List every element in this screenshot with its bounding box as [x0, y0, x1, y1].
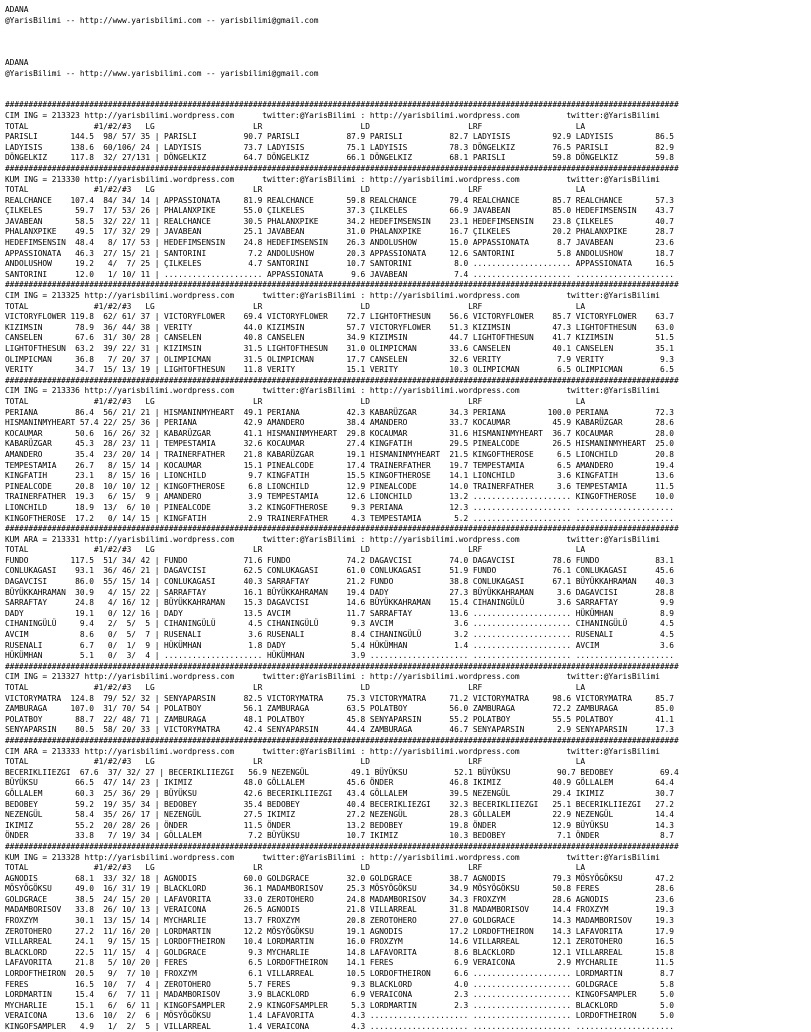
- horse-row: SENYAPARSIN 80.5 58/ 20/ 33 | VICTORYMATRA 42.4 SENYAPARSIN 44.4 ZAMBURAGA 46.7 SENYAPARSIN 2.9 SENYAPARSIN 17.3: [5, 724, 674, 735]
- blank-line: [5, 78, 784, 89]
- section-divider: ################################################################################################################################################: [5, 523, 679, 534]
- horse-row: FROXZYM 30.1 13/ 15/ 14 | MYCHARLIE 13.7 FROXZYM 20.8 ZEROTOHERO 27.0 GOLDGRACE 14.3 MADAMBORISOV 19.3: [5, 915, 674, 926]
- blank-line: [5, 25, 784, 36]
- horse-row: VERAICONA 13.6 10/ 2/ 6 | MÖSYÖGÖKSU 1.4 LAFAVORITA 4.3 ..................... ..................... LORDOFTHEIRON 5.0: [5, 1010, 674, 1021]
- horse-row: HÜKÜMHAN 5.1 0/ 3/ 4 | ..................... HÜKÜMHAN 3.9 ..................... ..................... .....................: [5, 650, 674, 661]
- horse-row: BEDOBEY 59.2 19/ 35/ 34 | BEDOBEY 35.4 BEDOBEY 40.4 BECERIKLIEZGI 32.3 BECERIKLIIEZGI 25.1 BECERIKLIIEZGI 27.2: [5, 798, 674, 809]
- horse-row: IKIMIZ 55.2 20/ 28/ 26 | ÖNDER 11.5 ÖNDER 13.2 BEDOBEY 19.8 ÖNDER 12.9 BÜYÜKSU 14.3: [5, 819, 674, 830]
- horse-row: LIGHTOFTHESUN 63.2 39/ 22/ 31 | KIZIMSIN 31.5 LIGHTOFTHESUN 31.0 OLIMPICMAN 33.6 CANSELEN 40.1 CANSELEN 35.1: [5, 343, 674, 353]
- race-header: CIM ARA = 213333 http://yarisbilimi.wordpress.com twitter:@YarisBilimi : http://yarisbilimi.wordpress.com twitter:@YarisBilimi: [5, 745, 660, 756]
- horse-row: AMANDERO 35.4 23/ 20/ 14 | TRAINERFATHER 21.8 KABARÜZGAR 19.1 HISMANINMYHEART 21.5 KINGOFTHEROSE 6.5 LIONCHILD 20.8: [5, 448, 674, 459]
- horse-row: PINEALCODE 20.8 10/ 10/ 12 | KINGOFTHEROSE 6.8 LIONCHILD 12.9 PINEALCODE 14.0 TRAINERFATHER 3.6 TEMPESTAMIA 11.5: [5, 480, 674, 491]
- column-header: TOTAL #1/#2/#3 LG LR LD LRF LA: [5, 300, 586, 311]
- horse-row: AVCIM 8.6 0/ 5/ 7 | RUSENALI 3.6 RUSENALI 8.4 CIHANINGÜLÜ 3.2 ..................... RUSENALI 4.5: [5, 629, 674, 640]
- horse-row: TRAINERFATHER 19.3 6/ 15/ 9 | AMANDERO 3.9 TEMPESTAMIA 12.6 LIONCHILD 13.2 ..................... KINGOFTHEROSE 10.0: [5, 491, 674, 502]
- section-divider: ################################################################################################################################################: [5, 660, 679, 671]
- section-divider: ################################################################################################################################################: [5, 734, 679, 745]
- horse-row: APPASSIONATA 46.3 27/ 15/ 21 | SANTORINI 7.2 ANDOLUSHOW 20.3 APPASSIONATA 12.6 SANTORINI 5.8 ANDOLUSHOW 18.7: [5, 247, 674, 258]
- section-divider: ################################################################################################################################################: [5, 279, 679, 290]
- blank-line: [5, 36, 784, 47]
- contact-line: @YarisBilimi -- http://www.yarisbilimi.com -- yarisbilimi@gmail.com: [5, 14, 319, 25]
- horse-row: DAGAVCISI 86.0 55/ 15/ 14 | CONLUKAGASI 40.3 SARRAFTAY 21.2 FUNDO 38.8 CONLUKAGASI 67.1 BÜYÜKKAHRAMAN 40.3: [5, 576, 674, 587]
- horse-row: KINGOFTHEROSE 17.2 0/ 14/ 15 | KINGFATIH 2.9 TRAINERFATHER 4.3 TEMPESTAMIA 5.2 ..................... .....................: [5, 512, 674, 523]
- race-header: CIM ING = 213336 http://yarisbilimi.wordpress.com twitter:@YarisBilimi : http://yarisbilimi.wordpress.com twitter:@YarisBilimi: [5, 385, 660, 396]
- horse-row: KINGOFSAMPLER 4.9 1/ 2/ 5 | VILLARREAL 1.4 VERAICONA 4.3 ..................... ..................... .....................: [5, 1021, 674, 1031]
- horse-row: FUNDO 117.5 51/ 34/ 42 | FUNDO 71.6 FUNDO 74.2 DAGAVCISI 74.0 DAGAVCISI 78.6 FUNDO 83.1: [5, 554, 674, 565]
- horse-row: CIHANINGÜLÜ 9.4 2/ 5/ 5 | CIHANINGÜLÜ 4.5 CIHANINGÜLÜ 9.3 AVCIM 3.6 ..................... CIHANINGÜLÜ 4.5: [5, 618, 674, 629]
- race-header: CIM ING = 213323 http://yarisbilimi.wordpress.com twitter:@YarisBilimi : http://yarisbilimi.wordpress.com twitter:@YarisBilimi: [5, 109, 660, 120]
- horse-row: VERITY 34.7 15/ 13/ 19 | LIGHTOFTHESUN 11.8 VERITY 15.1 VERITY 10.3 OLIMPICMAN 6.5 OLIMPICMAN 6.5: [5, 364, 674, 375]
- column-header: TOTAL #1/#2/#3 LG LR LD LRF LA: [5, 184, 586, 195]
- horse-row: PARISLI 144.5 98/ 57/ 35 | PARISLI 90.7 PARISLI 87.9 PARISLI 82.7 LADYISIS 92.9 LADYISIS 86.5: [5, 131, 674, 142]
- horse-row: HISMANINMYHEART 57.4 22/ 25/ 36 | PERIANA 42.9 AMANDERO 38.4 AMANDERO 33.7 KOCAUMAR 45.9 KABARÜZGAR 28.6: [5, 417, 674, 428]
- blank-line: [5, 46, 784, 57]
- horse-row: CANSELEN 67.6 31/ 30/ 28 | CANSELEN 40.8 CANSELEN 34.9 KIZIMSIN 44.7 LIGHTOFTHESUN 41.7 KIZIMSIN 51.5: [5, 332, 674, 343]
- horse-row: LAFAVORITA 21.8 5/ 10/ 20 | FERES 6.5 LORDOFTHEIRON 14.1 FERES 6.9 VERAICONA 2.9 MYCHARLIE 11.5: [5, 957, 674, 968]
- horse-row: BECERIKLIIEZGI 67.6 37/ 32/ 27 | BECERIKLIIEZGI 56.9 NEZENGÜL 49.1 BÜYÜKSU 52.1 BÜYÜKSU 90.7 BEDOBEY 69.4: [5, 766, 679, 777]
- horse-row: VICTORYFLOWER 119.8 62/ 61/ 37 | VICTORYFLOWER 69.4 VICTORYFLOWER 72.7 LIGHTOFTHESUN 56.6 VICTORYFLOWER 85.7 VICTORYFLOWER 63.7: [5, 311, 674, 322]
- horse-row: CONLUKAGASI 93.1 36/ 46/ 21 | DAGAVCISI 62.5 CONLUKAGASI 61.0 CONLUKAGASI 51.9 FUNDO 76.1 CONLUKAGASI 45.6: [5, 565, 674, 576]
- horse-row: HEDEFIMSENSIN 48.4 8/ 17/ 53 | HEDEFIMSENSIN 24.8 HEDEFIMSENSIN 26.3 ANDOLUSHOW 15.0 APPASSIONATA 8.7 JAVABEAN 23.6: [5, 237, 674, 248]
- horse-row: GOLDGRACE 38.5 24/ 15/ 20 | LAFAVORITA 33.0 ZEROTOHERO 24.8 MADAMBORISOV 34.3 FROXZYM 28.6 AGNODIS 23.6: [5, 893, 674, 904]
- horse-row: AGNODIS 68.1 33/ 32/ 18 | AGNODIS 60.0 GOLDGRACE 32.0 GOLDGRACE 38.7 AGNODIS 79.3 MÖSYÖGÖKSU 47.2: [5, 872, 674, 883]
- section-divider: ################################################################################################################################################: [5, 99, 679, 110]
- horse-row: LORDOFTHEIRON 20.5 9/ 7/ 10 | FROXZYM 6.1 VILLARREAL 10.5 LORDOFTHEIRON 6.6 ..................... LORDMARTIN 8.7: [5, 968, 674, 979]
- horse-row: PERIANA 86.4 56/ 21/ 21 | HISMANINMYHEART 49.1 PERIANA 42.3 KABARÜZGAR 34.3 PERIANA 100.0 PERIANA 72.3: [5, 406, 674, 417]
- horse-row: MADAMBORISOV 33.8 26/ 10/ 13 | VERAICONA 26.5 AGNODIS 21.8 VILLARREAL 31.8 MADAMBORISOV 14.4 FROXZYM 19.3: [5, 904, 674, 915]
- race-header: KUM ING = 213328 http://yarisbilimi.wordpress.com twitter:@YarisBilimi : http://yarisbilimi.wordpress.com twitter:@YarisBilimi: [5, 851, 660, 862]
- race-report-document: [5, 4, 808, 1031]
- city-title: ADANA: [5, 4, 29, 14]
- horse-row: JAVABEAN 58.5 32/ 22/ 11 | REALCHANCE 30.5 PHALANXPIKE 34.2 HEDEFIMSENSIN 23.1 HEDEFIMSENSIN 23.8 ÇILKELES 40.7: [5, 215, 674, 226]
- horse-row: KABARÜZGAR 45.3 28/ 23/ 11 | TEMPESTAMIA 32.6 KOCAUMAR 27.4 KINGFATIH 29.5 PINEALCODE 26.5 HISMANINMYHEART 25.0: [5, 438, 674, 449]
- horse-row: POLATBOY 88.7 22/ 48/ 71 | ZAMBURAGA 48.1 POLATBOY 45.8 SENYAPARSIN 55.2 POLATBOY 55.5 POLATBOY 41.1: [5, 713, 674, 724]
- horse-row: TEMPESTAMIA 26.7 8/ 15/ 14 | KOCAUMAR 15.1 PINEALCODE 17.4 TRAINERFATHER 19.7 TEMPESTAMIA 6.5 AMANDERO 19.4: [5, 459, 674, 470]
- section-divider: ################################################################################################################################################: [5, 162, 679, 173]
- horse-row: OLIMPICMAN 36.8 7/ 20/ 37 | OLIMPICMAN 31.5 OLIMPICMAN 17.7 CANSELEN 32.6 VERITY 7.9 VERITY 9.3: [5, 353, 674, 364]
- horse-row: MÖSYÖGÖKSU 49.0 16/ 31/ 19 | BLACKLORD 36.1 MADAMBORISOV 25.3 MÖSYÖGÖKSU 34.9 MÖSYÖGÖKSU 50.8 FERES 28.6: [5, 883, 674, 894]
- blank-line: [5, 89, 784, 100]
- horse-row: ÖNDER 33.8 7/ 19/ 34 | GÖLLALEM 7.2 BÜYÜKSU 10.7 IKIMIZ 10.3 BEDOBEY 7.1 ÖNDER 8.7: [5, 830, 674, 841]
- horse-row: ANDOLUSHOW 19.2 4/ 7/ 25 | ÇILKELES 4.7 SANTORINI 10.7 SANTORINI 8.0 ..................... APPASSIONATA 16.5: [5, 258, 674, 269]
- horse-row: BÜYÜKKAHRAMAN 30.9 4/ 15/ 22 | SARRAFTAY 16.1 BÜYÜKKAHRAMAN 19.4 DADY 27.3 BÜYÜKKAHRAMAN 3.6 DAGAVCISI 28.8: [5, 586, 674, 597]
- horse-row: DÖNGELKIZ 117.8 32/ 27/131 | DÖNGELKIZ 64.7 DÖNGELKIZ 66.1 DÖNGELKIZ 68.1 PARISLI 59.8 DÖNGELKIZ 59.8: [5, 152, 674, 163]
- column-header: TOTAL #1/#2/#3 LG LR LD LRF LA: [5, 120, 586, 131]
- report-text: [5, 4, 784, 1032]
- race-header: CIM ING = 213325 http://yarisbilimi.wordpress.com twitter:@YarisBilimi : http://yarisbilimi.wordpress.com twitter:@YarisBilimi: [5, 290, 660, 301]
- horse-row: ÇILKELES 59.7 17/ 53/ 26 | PHALANXPIKE 55.0 ÇILKELES 37.3 ÇILKELES 66.9 JAVABEAN 85.0 HEDEFIMSENSIN 43.7: [5, 205, 674, 216]
- horse-row: GÖLLALEM 60.3 25/ 36/ 29 | BÜYÜKSU 42.6 BECERIKLIIEZGI 43.4 GÖLLALEM 39.5 NEZENGÜL 29.4 IKIMIZ 30.7: [5, 787, 674, 798]
- contact-line: @YarisBilimi -- http://www.yarisbilimi.com -- yarisbilimi@gmail.com: [5, 67, 319, 78]
- horse-row: SARRAFTAY 24.8 4/ 16/ 12 | BÜYÜKKAHRAMAN 15.3 DAGAVCISI 14.6 BÜYÜKKAHRAMAN 15.4 CIHANINGÜLÜ 3.6 SARRAFTAY 9.9: [5, 597, 674, 608]
- horse-row: RUSENALI 6.7 0/ 1/ 9 | HÜKÜMHAN 1.8 DADY 5.4 HÜKÜMHAN 1.4 ..................... AVCIM 3.6: [5, 639, 674, 650]
- section-divider: ################################################################################################################################################: [5, 840, 679, 851]
- column-header: TOTAL #1/#2/#3 LG LR LD LRF LA: [5, 862, 586, 873]
- horse-row: SANTORINI 12.0 1/ 10/ 11 | ..................... APPASSIONATA 9.6 JAVABEAN 7.4 ..................... .....................: [5, 268, 674, 279]
- horse-row: MYCHARLIE 15.1 6/ 6/ 11 | KINGOFSAMPLER 2.9 KINGOFSAMPLER 5.3 LORDMARTIN 2.3 ..................... BLACKLORD 5.0: [5, 999, 674, 1010]
- column-header: TOTAL #1/#2/#3 LG LR LD LRF LA: [5, 682, 586, 692]
- horse-row: LIONCHILD 18.9 13/ 6/ 10 | PINEALCODE 3.2 KINGOFTHEROSE 9.3 PERIANA 12.3 ..................... .....................: [5, 501, 674, 512]
- horse-row: LADYISIS 138.6 60/106/ 24 | LADYISIS 73.7 LADYISIS 75.1 LADYISIS 78.3 DÖNGELKIZ 76.5 PARISLI 82.9: [5, 141, 674, 152]
- column-header: TOTAL #1/#2/#3 LG LR LD LRF LA: [5, 395, 586, 406]
- horse-row: BÜYÜKSU 66.5 47/ 14/ 23 | IKIMIZ 48.0 GÖLLALEM 45.6 ÖNDER 46.8 IKIMIZ 40.9 GÖLLALEM 64.4: [5, 777, 674, 788]
- horse-row: ZEROTOHERO 27.2 11/ 16/ 20 | LORDMARTIN 12.2 MÖSYÖGÖKSU 19.1 AGNODIS 17.2 LORDOFTHEIRON 14.3 LAFAVORITA 17.9: [5, 925, 674, 936]
- horse-row: REALCHANCE 107.4 84/ 34/ 14 | APPASSIONATA 81.9 REALCHANCE 59.8 REALCHANCE 79.4 REALCHANCE 85.7 REALCHANCE 57.3: [5, 194, 674, 205]
- horse-row: BLACKLORD 22.5 11/ 15/ 4 | GOLDGRACE 9.3 MYCHARLIE 14.8 LAFAVORITA 8.6 BLACKLORD 12.1 VILLARREAL 15.8: [5, 946, 674, 957]
- column-header: TOTAL #1/#2/#3 LG LR LD LRF LA: [5, 756, 586, 767]
- city-title: ADANA: [5, 56, 29, 67]
- horse-row: VICTORYMATRA 124.8 79/ 52/ 32 | SENYAPARSIN 82.5 VICTORYMATRA 75.3 VICTORYMATRA 71.2 VICTORYMATRA 98.6 VICTORYMATRA 85.7: [5, 692, 674, 703]
- horse-row: ZAMBURAGA 107.0 31/ 70/ 54 | POLATBOY 56.1 ZAMBURAGA 63.5 POLATBOY 56.0 ZAMBURAGA 72.2 ZAMBURAGA 85.0: [5, 703, 674, 714]
- column-header: TOTAL #1/#2/#3 LG LR LD LRF LA: [5, 544, 586, 555]
- section-divider: ################################################################################################################################################: [5, 374, 679, 385]
- horse-row: FERES 16.5 10/ 7/ 4 | ZEROTOHERO 5.7 FERES 9.3 BLACKLORD 4.0 ..................... GOLDGRACE 5.8: [5, 978, 674, 989]
- horse-row: KOCAUMAR 50.6 16/ 26/ 32 | KABARÜZGAR 41.1 HISMANINMYHEART 29.8 KOCAUMAR 31.6 HISMANINMYHEART 36.7 KOCAUMAR 28.0: [5, 427, 674, 438]
- horse-row: NEZENGÜL 58.4 35/ 26/ 17 | NEZENGÜL 27.5 IKIMIZ 27.2 NEZENGÜL 28.3 GÖLLALEM 22.9 NEZENGÜL 14.4: [5, 809, 674, 820]
- race-header: KUM ING = 213330 http://yarisbilimi.wordpress.com twitter:@YarisBilimi : http://yarisbilimi.wordpress.com twitter:@YarisBilimi: [5, 173, 660, 184]
- horse-row: DADY 19.1 0/ 12/ 16 | DADY 13.5 AVCIM 11.7 SARRAFTAY 13.6 ..................... HÜKÜMHAN 8.9: [5, 607, 674, 618]
- race-header: KUM ARA = 213331 http://yarisbilimi.wordpress.com twitter:@YarisBilimi : http://yarisbilimi.wordpress.com twitter:@YarisBilimi: [5, 533, 660, 544]
- horse-row: KIZIMSIN 78.9 36/ 44/ 38 | VERITY 44.0 KIZIMSIN 57.7 VICTORYFLOWER 51.3 KIZIMSIN 47.3 LIGHTOFTHESUN 63.0: [5, 321, 674, 332]
- horse-row: VILLARREAL 24.1 9/ 15/ 15 | LORDOFTHEIRON 10.4 LORDMARTIN 16.0 FROXZYM 14.6 VILLARREAL 12.1 ZEROTOHERO 16.5: [5, 936, 674, 947]
- horse-row: PHALANXPIKE 49.5 17/ 32/ 29 | JAVABEAN 25.1 JAVABEAN 31.0 PHALANXPIKE 16.7 ÇILKELES 20.2 PHALANXPIKE 28.7: [5, 226, 674, 237]
- horse-row: KINGFATIH 23.1 8/ 15/ 16 | LIONCHILD 9.7 KINGFATIH 15.5 KINGOFTHEROSE 14.1 LIONCHILD 3.6 KINGFATIH 13.6: [5, 470, 674, 481]
- horse-row: LORDMARTIN 15.4 6/ 7/ 11 | MADAMBORISOV 3.9 BLACKLORD 6.9 VERAICONA 2.3 ..................... KINGOFSAMPLER 5.0: [5, 989, 674, 1000]
- race-header: CIM ING = 213327 http://yarisbilimi.wordpress.com twitter:@YarisBilimi : http://yarisbilimi.wordpress.com twitter:@YarisBilimi: [5, 671, 660, 682]
